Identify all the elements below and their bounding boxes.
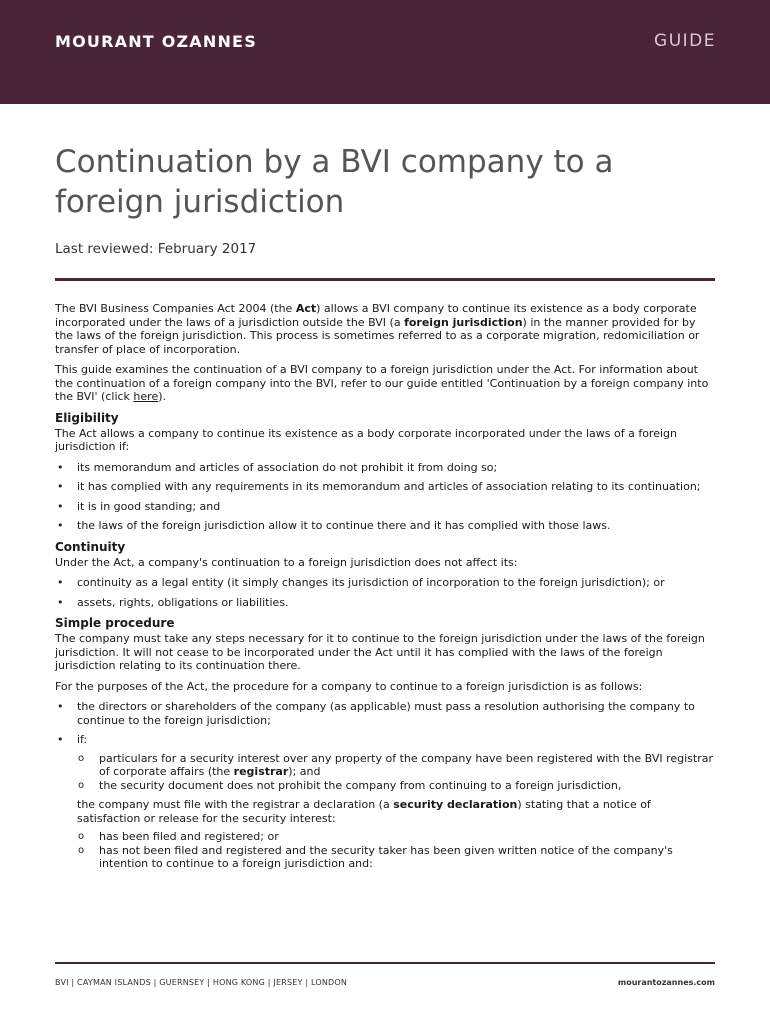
eligibility-intro: The Act allows a company to continue its existence as a body corporate incorporated under the laws of a foreign jurisdiction if: (55, 426, 677, 453)
list-item: • continuity as a legal entity (it simply changes its jurisdiction of incorporation to the foreign jurisdiction); or (55, 576, 715, 590)
defined-term-act: Act (295, 302, 317, 315)
intro-paragraph-1 (55, 302, 715, 356)
list-item: • its memorandum and articles of association do not prohibit it from doing so; (55, 461, 715, 475)
text-run: ) stating that a notice of satisfaction or release for the security interest: (77, 798, 651, 825)
text-run: The BVI Business Companies Act 2004 (the (55, 302, 296, 315)
conditions-sublist (77, 752, 715, 793)
document-body (55, 302, 715, 877)
intro-paragraph-2 (55, 363, 715, 404)
sublist-item: o has been filed and registered; or (77, 830, 715, 844)
continuity-intro: Under the Act, a company's continuation to a foreign jurisdiction does not affect its: (55, 555, 518, 569)
page-header (0, 0, 770, 104)
section-heading-simple-procedure: Simple procedure (55, 616, 175, 630)
list-item: • the laws of the foreign jurisdiction allow it to continue there and it has complied with those laws. (55, 519, 715, 533)
defined-term-security-declaration: security declaration (393, 798, 518, 811)
brand-logo: MOURANT OZANNES (55, 32, 257, 51)
sublist-item: o the security document does not prohibit the company from continuing to a foreign jurisdiction, (77, 779, 715, 793)
text-run: the company must file with the registrar a declaration (a (77, 798, 394, 811)
notice-sublist (77, 830, 715, 871)
footer-website: mourantozannes.com (617, 978, 715, 987)
list-item: • assets, rights, obligations or liabilities. (55, 596, 715, 610)
list-item-conditions (55, 733, 715, 871)
defined-term-foreign-jurisdiction: foreign jurisdiction (404, 315, 523, 329)
list-item: • the directors or shareholders of the company (as applicable) must pass a resolution authorising the company to continue to the foreign jurisdiction; (55, 700, 715, 727)
document-type-label: GUIDE (654, 31, 716, 51)
text-run: ). (158, 390, 167, 403)
security-declaration-paragraph (77, 798, 715, 825)
list-item: • it is in good standing; and (55, 500, 715, 514)
sublist-item (77, 752, 715, 779)
text-run: ) in the manner provided for by the laws of the foreign jurisdiction. This process is sometimes referred to as a corporate migration, redomiciliation or transfer of place of incorporation. (55, 315, 700, 356)
eligibility-list (55, 461, 715, 533)
conditions-label: if: (77, 733, 88, 746)
text-run: ) allows a BVI company to continue its existence as a body corporate incorporated under the laws of a jurisdiction outside the BVI (a (55, 302, 697, 329)
footer-divider (55, 962, 715, 964)
sublist-item: o has not been filed and registered and the security taker has been given written notice of the company's intention to continue to a foreign jurisdiction and: (77, 844, 715, 871)
procedure-paragraph-2: For the purposes of the Act, the procedure for a company to continue to a foreign jurisdiction is as follows: (55, 679, 643, 693)
continuity-list (55, 576, 715, 609)
section-heading-eligibility: Eligibility (55, 410, 119, 425)
footer-locations: BVI | CAYMAN ISLANDS | GUERNSEY | HONG KONG | JERSEY | LONDON (55, 978, 348, 987)
text-run: particulars for a security interest over any property of the company have been registered with the BVI registrar of corporate affairs (the (99, 751, 713, 778)
procedure-paragraph-1: The company must take any steps necessary for it to continue to the foreign jurisdiction under the laws of the foreign jurisdiction. It will not cease to be incorporated under the Act until it has complied with the laws of the foreign jurisdiction relating to its continuation there. (55, 632, 705, 672)
page-title: Continuation by a BVI company to a foreign jurisdiction (55, 144, 614, 220)
section-heading-continuity: Continuity (55, 539, 126, 554)
defined-term-registrar: registrar (233, 765, 289, 778)
here-link[interactable]: here (133, 390, 159, 403)
last-reviewed-date: Last reviewed: February 2017 (55, 241, 257, 257)
list-item: • it has complied with any requirements in its memorandum and articles of association relating to its continuation; (55, 480, 715, 494)
title-divider (55, 278, 715, 281)
procedure-list (55, 700, 715, 871)
text-run: This guide examines the continuation of a BVI company to a foreign jurisdiction under the Act. For information about the continuation of a foreign company into the BVI, refer to our guide entitled 'Continuation by a foreign company into the BVI' (click (55, 363, 709, 403)
text-run: ); and (288, 765, 321, 778)
